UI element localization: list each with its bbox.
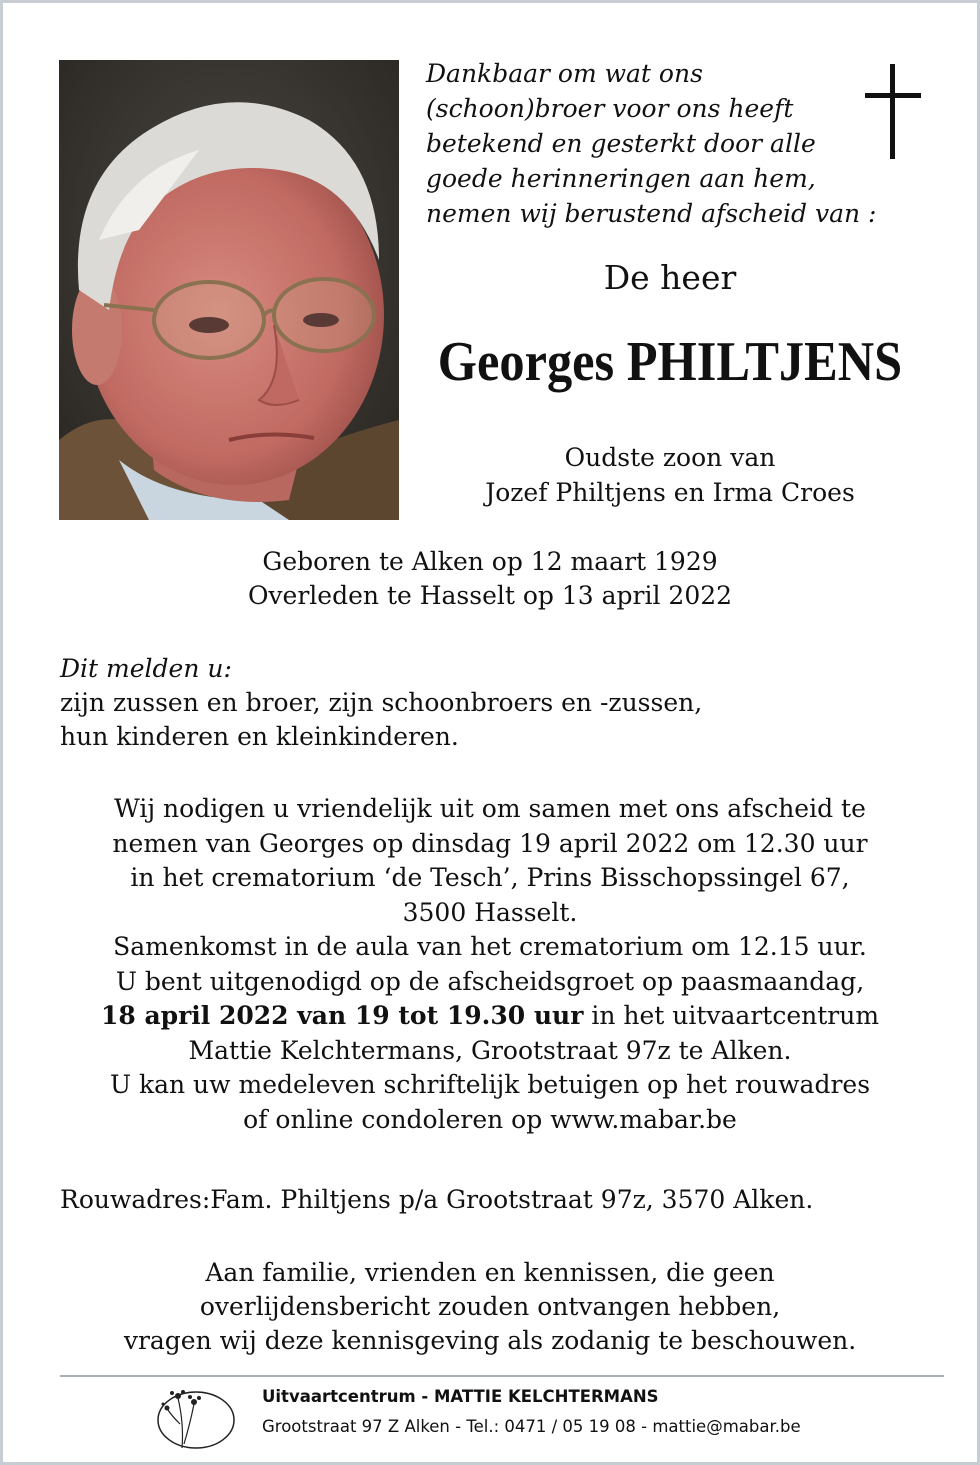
viewing-location: in het uitvaartcentrum [583,1001,880,1030]
death-date: Overleden te Hasselt op 13 april 2022 [247,581,733,610]
intro-text [426,56,877,231]
announcers-lead: Dit melden u: [60,654,232,683]
parents-info [410,440,930,510]
intro-line: nemen wij berustend afscheid van : [426,199,877,228]
ceremony-line: Samenkomst in de aula van het crematorium om 12.15 uur. [113,932,867,961]
ceremony-line: 3500 Hasselt. [402,897,578,927]
footer-divider [60,1375,944,1377]
honorific: De heer [603,258,737,297]
ceremony-line: U bent uitgenodigd op de afscheidsgroet op paasmaandag, [115,966,865,996]
funeral-home-contact: Grootstraat 97 Z Alken - Tel.: 0471 / 05 19 08 - mattie@mabar.be [262,1417,801,1436]
ceremony-info [40,792,940,1137]
parents-line: Oudste zoon van [564,443,776,472]
flower-logo-icon [152,1384,240,1452]
mourning-address: Rouwadres:Fam. Philtjens p/a Grootstraat 97z, 3570 Alken. [60,1185,814,1214]
deceased-name: Georges PHILTJENS [437,331,903,393]
funeral-home-name: Uitvaartcentrum - MATTIE KELCHTERMANS [262,1387,659,1406]
announcers-line: hun kinderen en kleinkinderen. [60,722,459,751]
announcers [60,652,920,754]
intro-line: (schoon)broer voor ons heeft [426,94,794,123]
ceremony-line: U kan uw medeleven schriftelijk betuigen op het rouwadres [109,1070,871,1099]
viewing-line [40,999,940,1034]
life-dates [60,545,920,613]
intro-line: betekend en gesterkt door alle [426,129,816,158]
parents-line: Jozef Philtjens en Irma Croes [485,478,855,507]
closing-line: Aan familie, vrienden en kennissen, die geen [205,1258,775,1287]
ceremony-line: nemen van Georges op dinsdag 19 april 2022 om 12.30 uur [112,828,868,858]
ceremony-line: Mattie Kelchtermans, Grootstraat 97z te Alken. [188,1035,792,1065]
intro-line: goede herinneringen aan hem, [426,164,816,193]
closing-line: overlijdensbericht zouden ontvangen hebben, [199,1292,781,1321]
latin-cross-icon [865,64,921,159]
portrait-photo [59,60,399,520]
closing-text [40,1256,940,1358]
viewing-time: 18 april 2022 van 19 tot 19.30 uur [100,1001,584,1030]
ceremony-line: Wij nodigen u vriendelijk uit om samen met ons afscheid te [114,794,866,823]
closing-line: vragen wij deze kennisgeving als zodanig te beschouwen. [123,1326,857,1355]
ceremony-line: of online condoleren op www.mabar.be [243,1104,737,1134]
intro-line: Dankbaar om wat ons [426,59,703,88]
announcers-line: zijn zussen en broer, zijn schoonbroers en -zussen, [60,688,703,717]
ceremony-line: in het crematorium ‘de Tesch’, Prins Bisschopssingel 67, [130,863,850,892]
birth-date: Geboren te Alken op 12 maart 1929 [262,547,718,576]
